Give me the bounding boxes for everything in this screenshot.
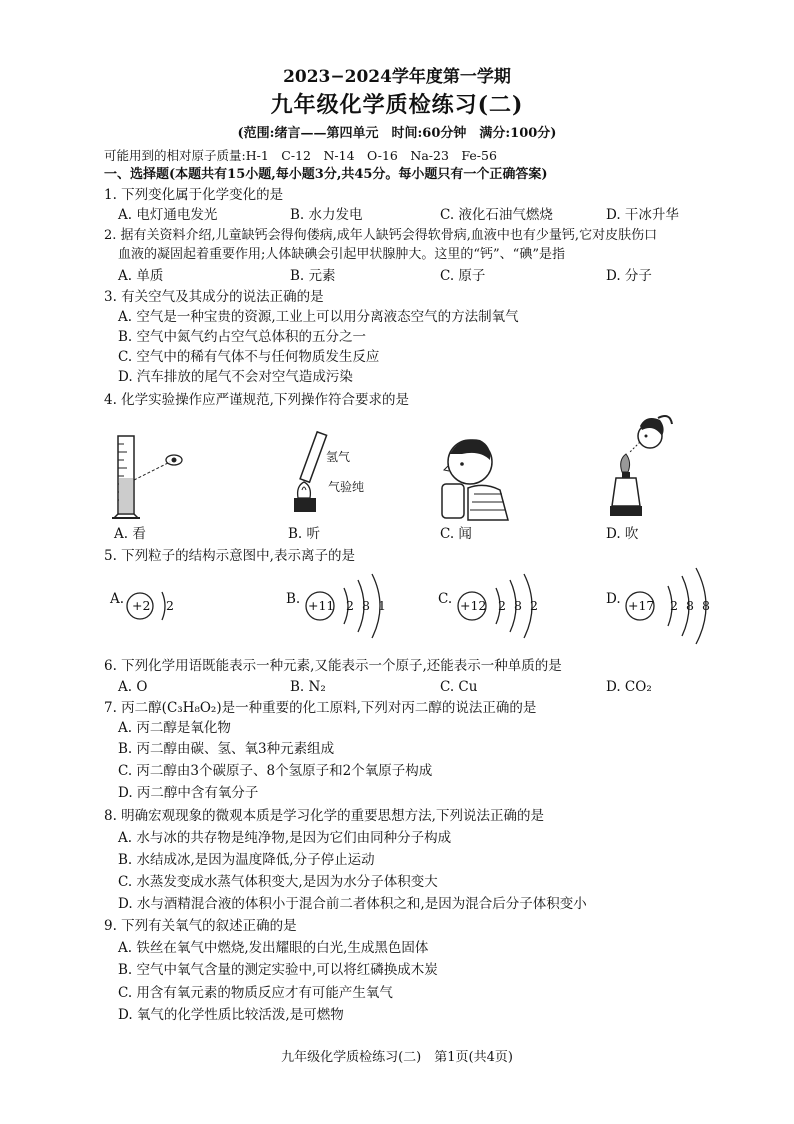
figure-4b-label-purity: 气验纯 [328, 480, 365, 494]
atom-b-shell-1: 2 [346, 598, 354, 613]
atom-c-letter: C. [438, 591, 453, 607]
atom-d-shell-2: 8 [686, 598, 694, 613]
figure-4d-blowing-lamp [606, 414, 676, 522]
figure-4b-label-hydrogen: 氢气 [326, 450, 351, 464]
question-6-option-d: D. CO₂ [606, 679, 652, 695]
atom-c-nucleus: +12 [460, 598, 487, 613]
atomic-masses: 可能用到的相对原子质量:H-1 C-12 N-14 O-16 Na-23 Fe-56 [104, 148, 497, 163]
atom-b-nucleus: +11 [308, 598, 335, 613]
school-year-heading: 2023−2024学年度第一学期 [283, 67, 511, 87]
figure-4c-label: C. 闻 [440, 526, 472, 542]
question-4-stem: 4. 化学实验操作应严谨规范,下列操作符合要求的是 [104, 392, 409, 408]
atom-a-shell-1: 2 [166, 598, 174, 613]
question-9-option-a: A. 铁丝在氧气中燃烧,发出耀眼的白光,生成黑色固体 [118, 940, 429, 956]
question-2-option-b: B. 元素 [290, 268, 336, 284]
question-5-stem: 5. 下列粒子的结构示意图中,表示离子的是 [104, 548, 355, 564]
atom-d-shell-3: 8 [702, 598, 710, 613]
question-1-option-b: B. 水力发电 [290, 207, 363, 223]
atom-b-letter: B. [286, 591, 301, 607]
question-7-option-d: D. 丙二醇中含有氧分子 [118, 785, 259, 801]
atom-b-shell-2: 8 [362, 598, 370, 613]
question-9-option-c: C. 用含有氧元素的物质反应才有可能产生氧气 [118, 985, 393, 1001]
section-heading: 一、选择题(本题共有15小题,每小题3分,共45分。每小题只有一个正确答案) [104, 167, 548, 182]
atom-a-letter: A. [110, 591, 125, 607]
question-9-option-b: B. 空气中氧气含量的测定实验中,可以将红磷换成木炭 [118, 962, 438, 978]
question-3-stem: 3. 有关空气及其成分的说法正确的是 [104, 289, 324, 305]
question-1-stem: 1. 下列变化属于化学变化的是 [104, 187, 284, 203]
question-3-option-c: C. 空气中的稀有气体不与任何物质发生反应 [118, 349, 380, 365]
question-6-option-c: C. Cu [440, 679, 478, 695]
question-8-option-a: A. 水与冰的共存物是纯净物,是因为它们由同种分子构成 [118, 830, 452, 846]
question-7-option-c: C. 丙二醇由3个碳原子、8个氢原子和2个氧原子构成 [118, 763, 433, 779]
question-3-option-d: D. 汽车排放的尾气不会对空气造成污染 [118, 369, 353, 385]
question-3-option-a: A. 空气是一种宝贵的资源,工业上可以用分离液态空气的方法制氧气 [118, 309, 519, 325]
question-6-stem: 6. 下列化学用语既能表示一种元素,又能表示一个原子,还能表示一种单质的是 [104, 658, 562, 674]
question-2-option-c: C. 原子 [440, 268, 486, 284]
question-9-option-d: D. 氧气的化学性质比较活泼,是可燃物 [118, 1007, 344, 1023]
figure-4d-label: D. 吹 [606, 526, 639, 542]
figure-4b-label: B. 听 [288, 526, 321, 542]
question-1-option-d: D. 干冰升华 [606, 207, 679, 223]
exam-scope: (范围:绪言——第四单元 时间:60分钟 满分:100分) [237, 126, 557, 141]
question-2-stem-line-1: 2. 据有关资料介绍,儿童缺钙会得佝偻病,成年人缺钙会得软骨病,血液中也有少量钙,它对皮肤伤口 [104, 228, 658, 243]
question-9-stem: 9. 下列有关氧气的叙述正确的是 [104, 918, 297, 934]
figure-4a-reading-cylinder [108, 430, 188, 525]
question-8-stem: 8. 明确宏观现象的微观本质是学习化学的重要思想方法,下列说法正确的是 [104, 808, 544, 824]
figure-4c-smelling [440, 432, 515, 522]
atom-a-nucleus: +2 [132, 598, 151, 613]
atom-c-shell-3: 2 [530, 598, 538, 613]
question-8-option-d: D. 水与酒精混合液的体积小于混合前二者体积之和,是因为混合后分子体积变小 [118, 896, 587, 912]
question-6-option-a: A. O [118, 679, 148, 695]
question-8-option-c: C. 水蒸发变成水蒸气体积变大,是因为水分子体积变大 [118, 874, 438, 890]
question-8-option-b: B. 水结成冰,是因为温度降低,分子停止运动 [118, 852, 375, 868]
page-footer: 九年级化学质检练习(二) 第1页(共4页) [281, 1050, 513, 1065]
atom-d-letter: D. [606, 591, 621, 607]
question-3-option-b: B. 空气中氮气约占空气总体积的五分之一 [118, 329, 367, 345]
atom-c-shell-1: 2 [498, 598, 506, 613]
atom-d-nucleus: +17 [628, 598, 655, 613]
question-1-option-a: A. 电灯通电发光 [118, 207, 218, 223]
question-1-option-c: C. 液化石油气燃烧 [440, 207, 553, 223]
atom-d-shell-1: 2 [670, 598, 678, 613]
question-2-stem-line-2: 血液的凝固起着重要作用;人体缺碘会引起甲状腺肿大。这里的“钙”、“碘”是指 [118, 247, 565, 262]
exam-title: 九年级化学质检练习(二) [270, 92, 524, 118]
figure-4b-hydrogen-test [290, 428, 330, 518]
question-7-stem: 7. 丙二醇(C₃H₈O₂)是一种重要的化工原料,下列对丙二醇的说法正确的是 [104, 700, 537, 716]
question-6-option-b: B. N₂ [290, 679, 326, 695]
question-7-option-a: A. 丙二醇是氧化物 [118, 720, 231, 736]
question-2-option-d: D. 分子 [606, 268, 652, 284]
figure-4a-label: A. 看 [114, 526, 146, 542]
atom-c-shell-2: 8 [514, 598, 522, 613]
question-7-option-b: B. 丙二醇由碳、氢、氧3种元素组成 [118, 741, 335, 757]
question-2-option-a: A. 单质 [118, 268, 164, 284]
atom-b-shell-3: 1 [378, 598, 386, 613]
